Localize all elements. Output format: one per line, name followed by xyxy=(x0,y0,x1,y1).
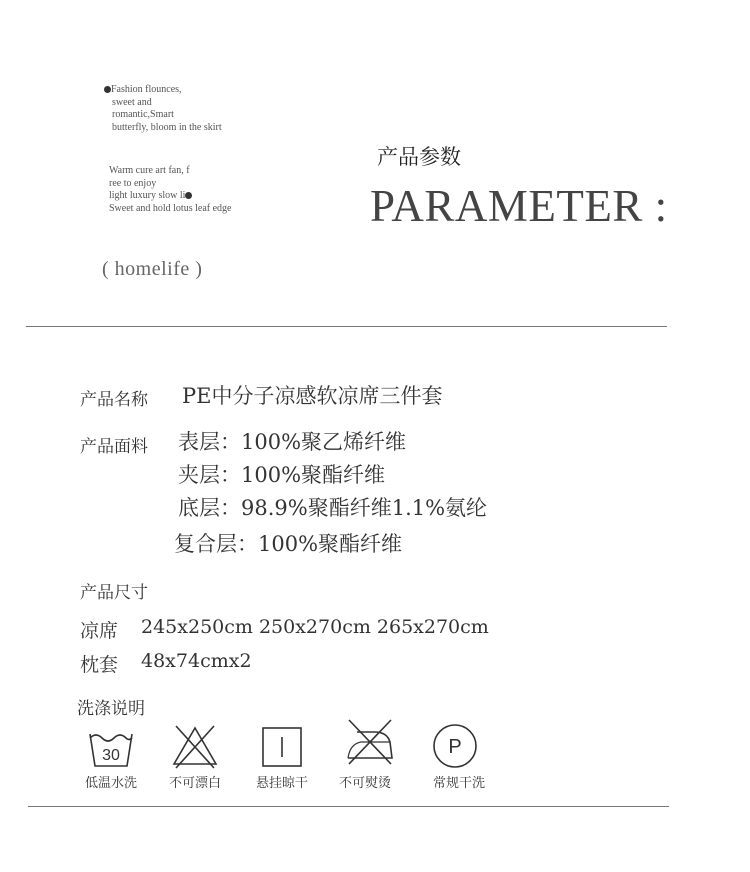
brand-homelife: ( homelife ) xyxy=(102,258,203,280)
material-line-middle: 夹层：100%聚酯纤维 xyxy=(178,463,386,487)
top-divider xyxy=(26,326,667,327)
care-label-no-bleach: 不可漂白 xyxy=(168,776,221,791)
tagline-line: light luxury slow li xyxy=(109,190,186,201)
tagline-line: Warm cure art fan, f xyxy=(109,165,190,176)
size-label: 产品尺寸 xyxy=(80,583,148,603)
tagline-block-2 xyxy=(109,165,231,215)
product-name-value: PE中分子凉感软凉席三件套 xyxy=(182,384,443,408)
hang-dry-icon xyxy=(255,720,309,774)
tagline-block-1 xyxy=(104,84,222,134)
tagline-line: ree to enjoy xyxy=(109,177,157,189)
heading-en: PARAMETER : xyxy=(370,181,668,231)
p-letter: P xyxy=(448,736,462,758)
wash-30-icon xyxy=(84,720,138,774)
no-bleach-icon xyxy=(168,720,222,774)
care-label-hang-dry: 悬挂晾干 xyxy=(255,776,308,791)
mat-size-value: 245x250cm 250x270cm 265x270cm xyxy=(141,616,489,638)
bullet-dot-icon xyxy=(185,192,192,199)
tagline-line: Fashion flounces, xyxy=(111,84,182,95)
mat-size-label: 凉席 xyxy=(80,620,119,642)
material-line-composite: 复合层：100%聚酯纤维 xyxy=(174,532,403,556)
wash-temperature: 30 xyxy=(102,747,120,764)
professional-clean-p-icon xyxy=(428,719,482,773)
care-label-no-iron: 不可熨烫 xyxy=(338,776,391,791)
material-label: 产品面料 xyxy=(80,437,148,457)
tagline-line: romantic,Smart xyxy=(112,109,174,120)
material-line-surface: 表层：100%聚乙烯纤维 xyxy=(178,430,407,454)
tagline-line: butterfly, bloom in the skirt xyxy=(112,121,222,133)
material-line-bottom: 底层：98.9%聚酯纤维1.1%氨纶 xyxy=(178,496,488,520)
product-name-label: 产品名称 xyxy=(80,390,148,410)
care-label-dry-clean: 常规干洗 xyxy=(432,776,485,791)
pillow-size-label: 枕套 xyxy=(80,654,119,676)
heading-cn: 产品参数 xyxy=(377,145,461,169)
tagline-line: Sweet and hold lotus leaf edge xyxy=(109,202,232,214)
bullet-dot-icon xyxy=(104,86,111,93)
tagline-line: sweet and xyxy=(112,96,152,108)
no-iron-icon xyxy=(343,716,397,770)
bottom-divider xyxy=(28,806,669,807)
care-label-wash: 低温水洗 xyxy=(84,776,137,791)
care-label: 洗涤说明 xyxy=(77,699,145,719)
pillow-size-value: 48x74cmx2 xyxy=(141,650,252,672)
